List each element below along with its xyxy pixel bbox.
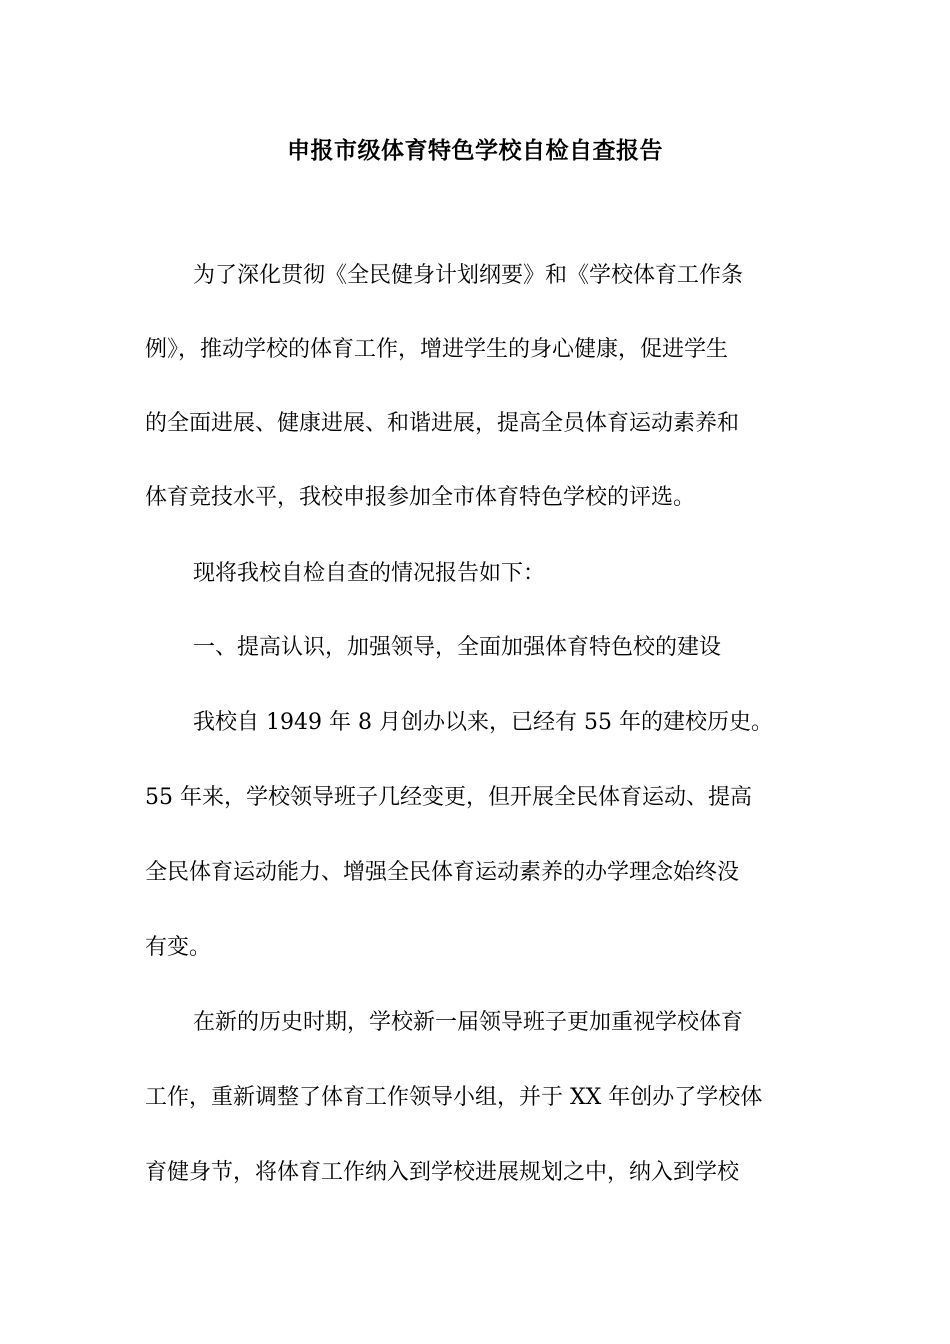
paragraph-line: 工作，重新调整了体育工作领导小组，并于 XX 年创办了学校体 — [145, 1085, 763, 1110]
paragraph-line: 全民体育运动能力、增强全民体育运动素养的办学理念始终没 — [145, 860, 740, 885]
paragraph-line: 55 年来，学校领导班子几经变更，但开展全民体育运动、提高 — [145, 785, 752, 810]
paragraph-line: 例》，推动学校的体育工作，增进学生的身心健康，促进学生 — [145, 337, 729, 362]
paragraph-line: 现将我校自检自查的情况报告如下： — [193, 561, 546, 586]
paragraph-line: 为了深化贯彻《全民健身计划纲要》和《学校体育工作条 — [193, 263, 744, 288]
paragraph-line: 的全面进展、健康进展、和谐进展，提高全员体育运动素养和 — [145, 411, 740, 436]
document-title: 申报市级体育特色学校自检自查报告 — [287, 138, 663, 164]
paragraph-line: 有变。 — [145, 935, 212, 960]
paragraph-line: 体育竞技水平，我校申报参加全市体育特色学校的评选。 — [145, 485, 696, 510]
section-heading: 一、提高认识，加强领导，全面加强体育特色校的建设 — [193, 635, 722, 660]
paragraph-line: 育健身节，将体育工作纳入到学校进展规划之中，纳入到学校 — [145, 1160, 740, 1185]
paragraph-line: 在新的历史时期，学校新一届领导班子更加重视学校体育 — [193, 1010, 744, 1035]
paragraph-line: 我校自 1949 年 8 月创办以来，已经有 55 年的建校历史。 — [193, 710, 773, 735]
